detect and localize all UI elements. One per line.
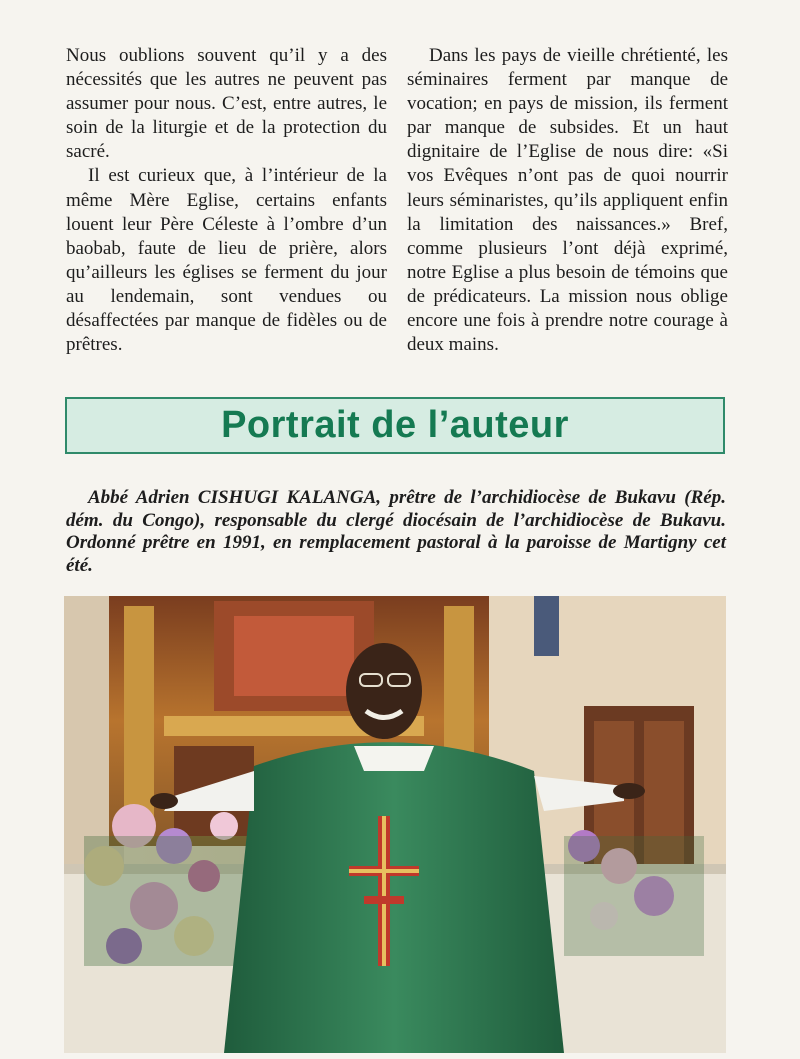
article-paragraph: Dans les pays de vieille chrétienté, les séminaires ferment par manque de vocation; en pays de mission, ils ferment par manque de subsides. Et un haut dignitaire de l’Eglise de nous dire: «Si vos Evêques n’ont pas de quoi nourrir leurs séminaristes, qu’ils appliquent enfin la limitation des naissances.» Bref, comme plusieurs l’ont déjà exprimé, notre Eglise a plus besoin de témoins que de prédicateurs. La mission nous oblige encore une fois à prendre notre courage à deux mains. <box>407 45 728 356</box>
article-paragraph: Nous oublions souvent qu’il y a des nécessités que les autres ne peuvent pas assumer pour nous. C’est, entre autres, le soin de la liturgie et de la protection du sacré. <box>66 45 387 163</box>
section-heading-box <box>65 397 725 454</box>
article-right-column <box>407 44 728 357</box>
author-photo <box>64 596 726 1053</box>
article-paragraph: Il est curieux que, à l’intérieur de la même Mère Eglise, certains enfants louent leur Père Céleste à l’ombre d’un baobab, faute de lieu de prière, alors qu’ailleurs les églises se ferment du jour au lendemain, sont vendues ou désaffectées par manque de fidèles ou de prêtres. <box>66 165 387 356</box>
article-left-column <box>66 44 387 357</box>
section-heading: Portrait de l’auteur <box>221 404 569 446</box>
author-bio <box>66 487 726 577</box>
author-bio-text: Abbé Adrien CISHUGI KALANGA, prêtre de l’archidiocèse de Bukavu (Rép. dém. du Congo), responsable du clergé diocésain de l’archidiocèse de Bukavu. Ordonné prêtre en 1991, en remplacement pastoral à la paroisse de Martigny cet été. <box>66 487 726 576</box>
